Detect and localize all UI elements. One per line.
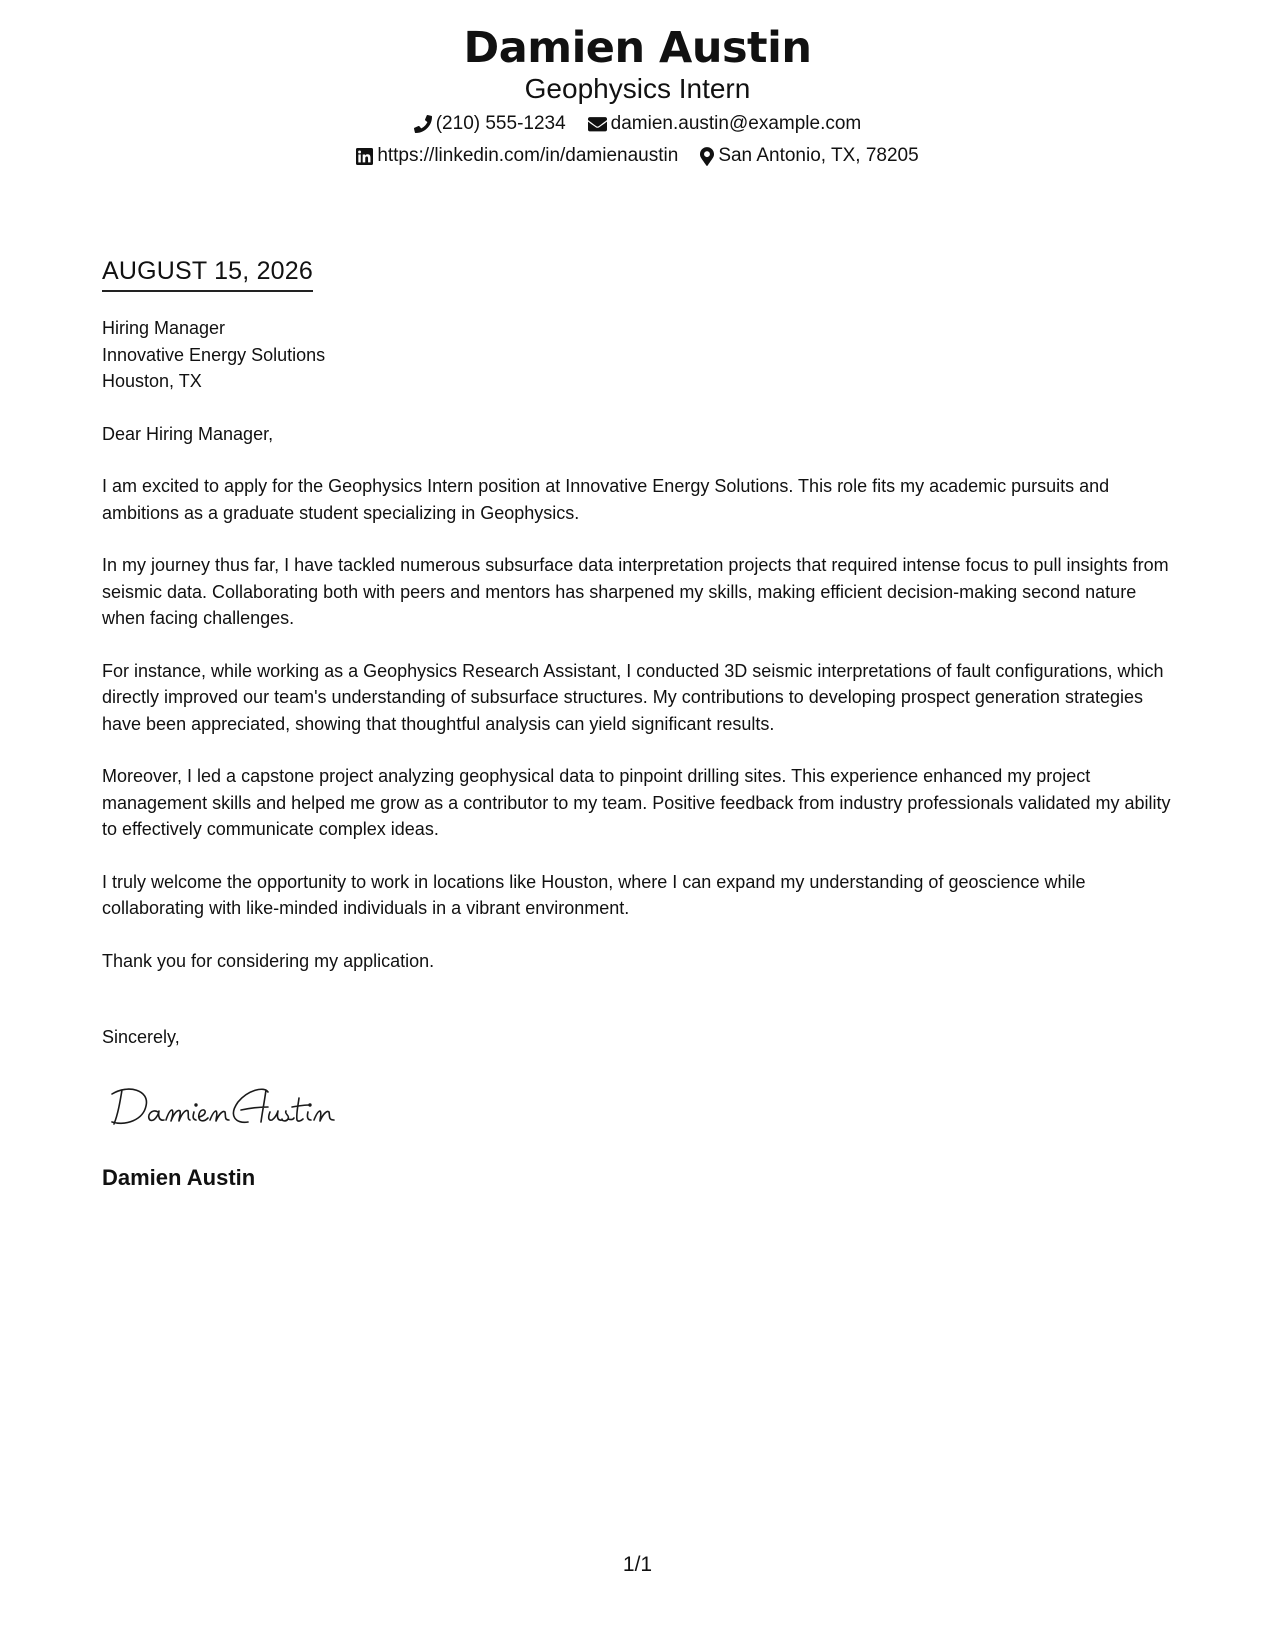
- map-pin-icon: [700, 147, 714, 166]
- contact-email: [588, 112, 862, 136]
- linkedin-icon: [356, 148, 373, 165]
- contact-location: [700, 144, 918, 168]
- linkedin-link[interactable]: https://linkedin.com/in/damienaustin: [377, 145, 679, 166]
- recipient-line: Houston, TX: [102, 371, 202, 391]
- signer-name: Damien Austin: [102, 1165, 256, 1190]
- phone-text[interactable]: (210) 555-1234: [435, 113, 566, 134]
- recipient-line: Hiring Manager: [102, 318, 226, 338]
- body-paragraph: I truly welcome the opportunity to work in locations like Houston, where I can expand my understanding of geoscience while collaborating with like-minded individuals in a vibrant environment.: [102, 871, 1086, 918]
- location-text: San Antonio, TX, 78205: [718, 145, 919, 166]
- body-paragraph: In my journey thus far, I have tackled numerous subsurface data interpretation projects that required intense focus to pull insights from seismic data. Collaborating both with peers and mentors has sharpened my skills, making efficient decision-making second nature when facing challenges.: [102, 555, 1169, 628]
- contact-phone: [414, 112, 566, 136]
- page-indicator: 1/1: [622, 1553, 653, 1576]
- body-paragraph: I am excited to apply for the Geophysics Intern position at Innovative Energy Solutions. This role fits my academic pursuits and ambitions as a graduate student specializing in Geophysics.: [102, 476, 1110, 523]
- handwritten-signature: [108, 1080, 358, 1134]
- letter-body: [102, 315, 1172, 1000]
- letter-header: [0, 22, 1275, 168]
- contact-line-2: [0, 144, 1275, 168]
- body-paragraph: Thank you for considering my application.: [102, 950, 435, 971]
- salutation: Dear Hiring Manager,: [102, 423, 274, 444]
- contact-linkedin: [356, 144, 678, 168]
- envelope-icon: [588, 116, 607, 133]
- recipient-line: Innovative Energy Solutions: [102, 344, 326, 365]
- email-link[interactable]: damien.austin@example.com: [610, 113, 862, 134]
- phone-icon: [414, 115, 432, 133]
- applicant-title: Geophysics Intern: [524, 73, 751, 104]
- body-paragraph: Moreover, I led a capstone project analyzing geophysical data to pinpoint drilling sites. This experience enhanced my project management skills and helped me grow as a contributor to my team. Positive feedback from industry professionals validated my ability to effectively communicate complex ideas.: [102, 766, 1171, 839]
- closing: Sincerely,: [102, 1027, 180, 1047]
- letter-date: AUGUST 15, 2026: [102, 256, 313, 292]
- body-paragraph: For instance, while working as a Geophysics Research Assistant, I conducted 3D seismic interpretations of fault configurations, which directly improved our team's understanding of subsurface structures. My contributions to developing prospect generation strategies have been appreciated, showing that thoughtful analysis can yield significant results.: [102, 660, 1164, 734]
- contact-line-1: [0, 112, 1275, 136]
- applicant-name: Damien Austin: [463, 23, 812, 73]
- recipient-block: [102, 315, 1172, 395]
